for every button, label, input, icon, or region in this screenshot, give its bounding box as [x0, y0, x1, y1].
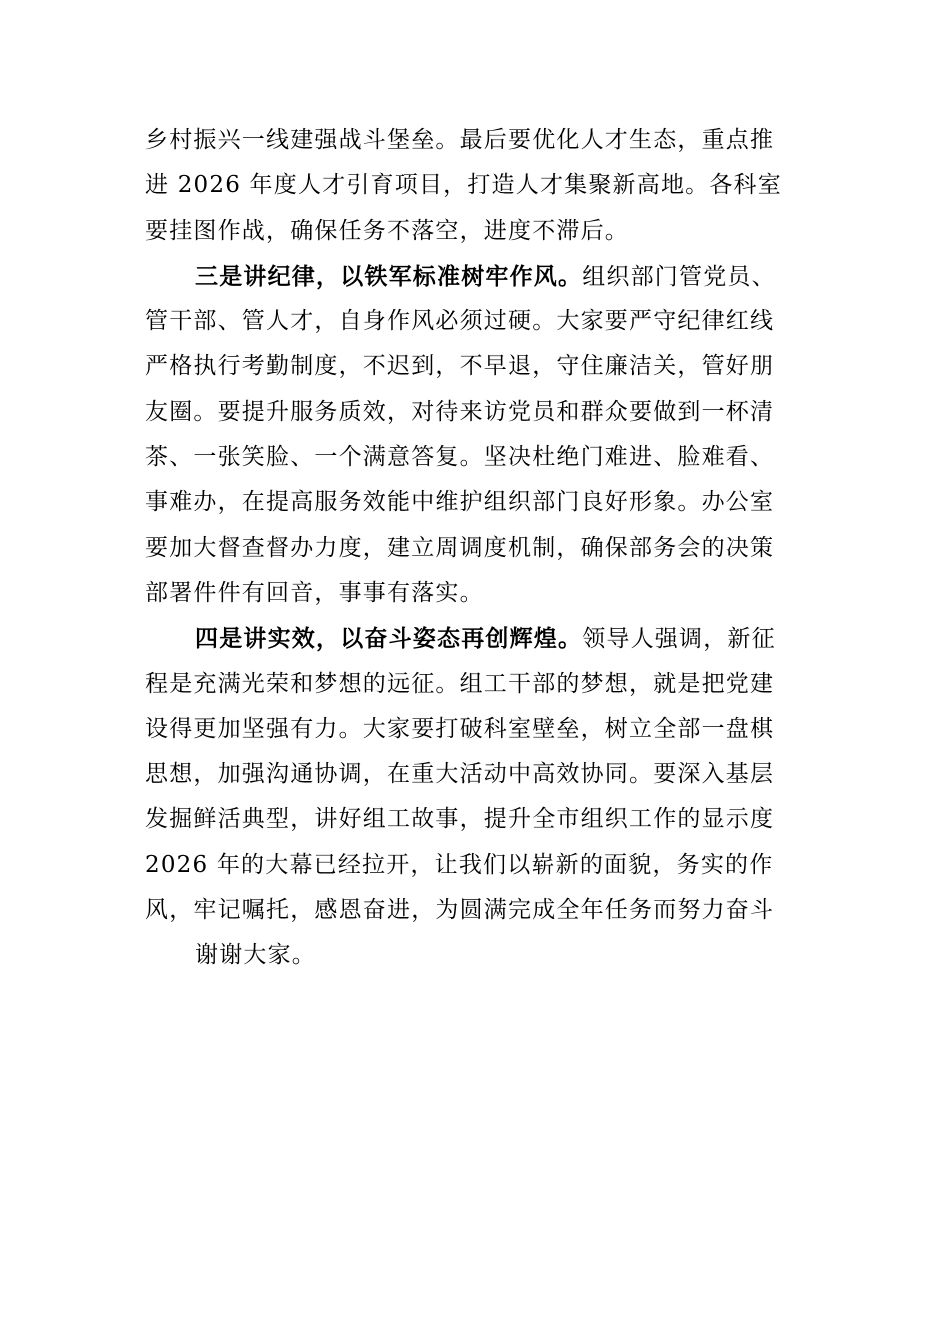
text-line: 思想，加强沟通协调，在重大活动中高效协同。要深入基层	[145, 761, 775, 788]
text-line: 茶、一张笑脸、一个满意答复。坚决杜绝门难进、脸难看、	[145, 444, 775, 471]
text-line: 2026 年的大幕已经拉开，让我们以崭新的面貌，务实的作	[145, 851, 774, 878]
section-heading-line	[145, 254, 810, 299]
text-line: 事难办，在提高服务效能中维护组织部门良好形象。办公室	[145, 489, 775, 516]
text-line: 发掘鲜活典型，讲好组工故事，提升全市组织工作的显示度	[145, 806, 775, 833]
text-line: 严格执行考勤制度，不迟到，不早退，守住廉洁关，管好朋	[145, 353, 775, 380]
document-body	[145, 118, 810, 979]
text-line-segment: 领导人强调，新征	[582, 626, 776, 653]
text-line: 管干部、管人才，自身作风必须过硬。大家要严守纪律红线	[145, 308, 775, 335]
text-line: 风，牢记嘱托，感恩奋进，为圆满完成全年任务而努力奋斗	[145, 897, 775, 924]
section-heading-effectiveness: 四是讲实效，以奋斗姿态再创辉煌。	[195, 625, 583, 653]
text-line: 友圈。要提升服务质效，对待来访党员和群众要做到一杯清	[145, 398, 775, 425]
text-line: 设得更加坚强有力。大家要打破科室壁垒，树立全部一盘棋	[145, 715, 775, 742]
text-line: 要加大督查督办力度，建立周调度机制，确保部务会的决策	[145, 534, 775, 561]
section-heading-line	[145, 616, 810, 661]
closing-line: 谢谢大家。	[195, 942, 316, 969]
text-line: 部署件件有回音，事事有落实。	[145, 579, 484, 606]
section-heading-discipline: 三是讲纪律，以铁军标准树牢作风。	[195, 262, 583, 290]
text-line: 程是充满光荣和梦想的远征。组工干部的梦想，就是把党建	[145, 670, 775, 697]
text-line: 乡村振兴一线建强战斗堡垒。最后要优化人才生态，重点推	[145, 127, 775, 153]
text-line-segment: 组织部门管党员、	[582, 263, 776, 290]
text-line: 进 2026 年度人才引育项目，打造人才集聚新高地。各科室	[145, 172, 782, 199]
text-line: 要挂图作战，确保任务不落空，进度不滞后。	[145, 217, 629, 244]
